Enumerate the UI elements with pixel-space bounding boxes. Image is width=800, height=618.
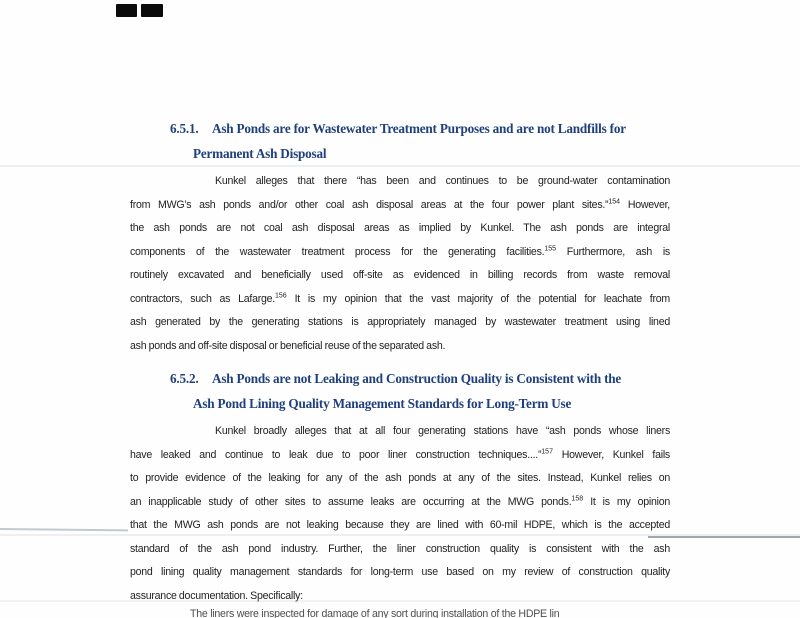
paragraph-line: an inapplicable study of other sites to assume leaks are occurring at the MWG ponds.$^{158}$ It is my opinion — [130, 494, 670, 508]
paragraph-line: from MWG’s ash ponds and/or other coal ash disposal areas at the four power plant sites.”$^{154}$ However, — [130, 197, 670, 211]
paragraph-line: ash generated by the generating stations is appropriately managed by wastewater treatment using lined — [130, 316, 670, 328]
section-heading-6-5-1 — [170, 116, 730, 166]
footnote-ref: 158 — [571, 494, 584, 502]
paragraph-line: ash ponds and off-site disposal or beneficial reuse of the separated ash. — [130, 339, 446, 352]
paragraph-line: pond lining quality management standards for long-term use based on my review of construction quality — [130, 566, 670, 578]
footnote-ref: 156 — [275, 291, 287, 299]
paragraph-line: components of the wastewater treatment process for the generating facilities.$^{155}$ Furthermore, ash is — [130, 244, 670, 258]
section-heading-6-5-2 — [170, 366, 730, 416]
scan-artifact-mark — [116, 4, 137, 17]
heading-line: Permanent Ash Disposal — [193, 146, 327, 161]
paragraph-line: that the MWG ash ponds are not leaking because they are lined with 60-mil HDPE, which is the accepted — [130, 519, 670, 531]
paragraph-line: to provide evidence of the leaking for any of the ash ponds at any of the sites. Instead, Kunkel relies on — [130, 472, 670, 484]
heading-line: Ash Pond Lining Quality Management Standards for Long-Term Use — [193, 396, 572, 411]
clipped-bullet-line: The liners were inspected for damage of any sort during installation of the HDPE lin — [190, 608, 560, 618]
paragraph-line: standard of the ash pond industry. Further, the liner construction quality is consistent with the ash — [130, 542, 670, 555]
paragraph-line: assurance documentation. Specifically: — [130, 589, 303, 602]
paragraph-line: routinely excavated and beneficially used off-site as evidenced in billing records from waste removal — [130, 269, 670, 281]
heading-line: 6.5.2. Ash Ponds are not Leaking and Construction Quality is Consistent with the — [170, 366, 730, 391]
paragraph-line: Kunkel broadly alleges that at all four generating stations have “ash ponds whose liners — [215, 425, 670, 437]
scan-streak — [648, 536, 800, 538]
section-paragraph-6-5-2 — [130, 420, 670, 608]
scan-artifact-mark — [141, 4, 163, 17]
section-paragraph-6-5-1 — [130, 170, 670, 358]
scan-streak — [0, 528, 128, 531]
paragraph-line: have leaked and continue to leak due to poor liner construction techniques....”$^{157}$ However, Kunkel fails — [130, 447, 670, 461]
heading-line: 6.5.1. Ash Ponds are for Wastewater Treatment Purposes and are not Landfills for — [170, 116, 730, 141]
section-number: 6.5.2. — [170, 371, 199, 386]
paragraph-line: Kunkel alleges that there “has been and continues to be ground-water contamination — [215, 175, 670, 187]
paragraph-line: contractors, such as Lafarge.$^{156}$ It is my opinion that the vast majority of the potential for leachate from — [130, 291, 670, 305]
footnote-ref: 157 — [541, 447, 553, 455]
paragraph-line: the ash ponds are not coal ash disposal areas as implied by Kunkel. The ash ponds are integral — [130, 222, 670, 234]
footnote-ref: 155 — [544, 244, 556, 252]
footnote-ref: 154 — [608, 197, 621, 205]
section-number: 6.5.1. — [170, 121, 199, 136]
